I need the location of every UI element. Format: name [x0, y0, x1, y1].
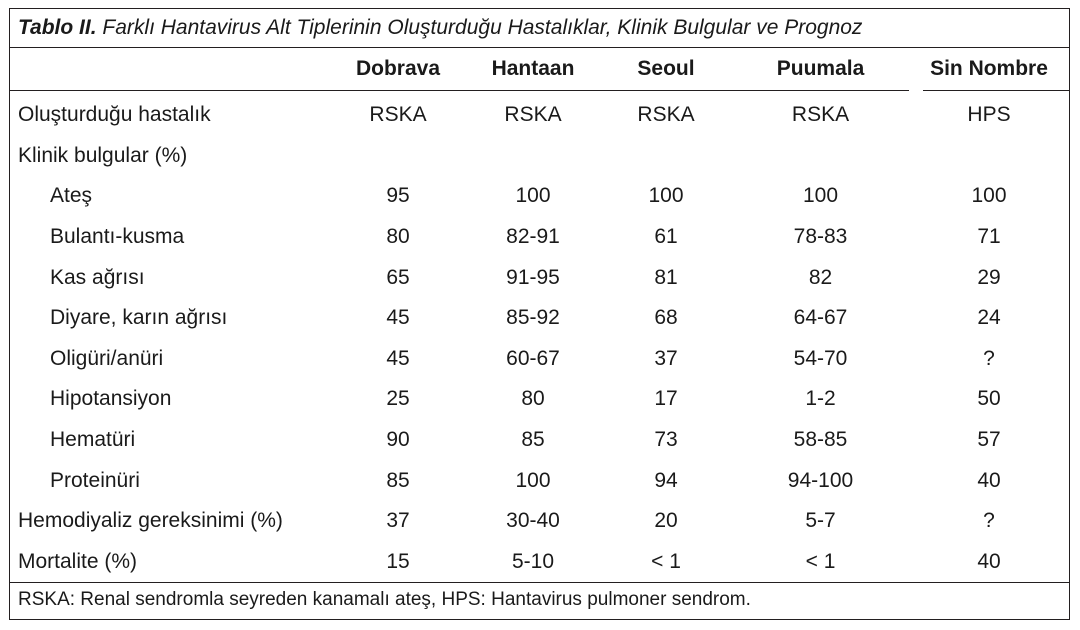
table-cell: 85 — [521, 428, 545, 452]
table-cell: 80 — [521, 387, 545, 411]
table-cell: 15 — [386, 549, 410, 573]
header-hantaan: Hantaan — [491, 57, 575, 80]
table-cell: 81 — [654, 265, 678, 289]
table-cell: 95 — [386, 184, 410, 208]
table-cell: RSKA — [369, 103, 427, 127]
table-cell: RSKA — [504, 103, 562, 127]
table-cell: 94 — [654, 468, 678, 492]
row-label: Hematüri — [50, 428, 136, 452]
table-body — [10, 91, 1069, 583]
table-number: Tablo II. — [18, 16, 97, 39]
table-cell: 90 — [386, 428, 410, 452]
table-cell: 25 — [386, 387, 410, 411]
table-row — [10, 420, 1069, 461]
table-cell: 1-2 — [805, 387, 836, 411]
table-cell: 85-92 — [506, 306, 560, 330]
table-cell: < 1 — [805, 549, 836, 573]
table-cell: 40 — [977, 549, 1001, 573]
table-cell: RSKA — [791, 103, 850, 127]
table-row — [10, 501, 1069, 542]
table-row — [10, 136, 1069, 177]
row-label: Kas ağrısı — [50, 265, 145, 289]
row-label: Oligüri/anüri — [50, 346, 164, 370]
header-sin-nombre — [909, 48, 1069, 91]
row-label: Ateş — [50, 184, 93, 208]
table-cell: 61 — [654, 225, 678, 249]
header-seoul: Seoul — [637, 57, 695, 80]
table-caption — [10, 9, 1069, 48]
table-row — [10, 298, 1069, 339]
table-cell: 20 — [654, 509, 678, 533]
table-cell: 30-40 — [506, 509, 560, 533]
table-cell — [466, 136, 600, 177]
table-row — [10, 379, 1069, 420]
row-label: Diyare, karın ağrısı — [50, 306, 228, 330]
table-cell: 24 — [977, 306, 1001, 330]
row-label: Hipotansiyon — [50, 387, 172, 411]
table-cell: 100 — [802, 184, 839, 208]
header-row — [10, 48, 1069, 91]
table-cell — [732, 136, 909, 177]
table-row — [10, 339, 1069, 380]
table-cell — [600, 136, 732, 177]
table-cell: 82 — [808, 265, 833, 289]
table-cell — [909, 136, 1069, 177]
table-cell: 60-67 — [506, 346, 560, 370]
row-label: Proteinüri — [50, 468, 140, 492]
table-cell: RSKA — [637, 103, 695, 127]
table-cell: 29 — [977, 265, 1001, 289]
table-cell: 91-95 — [506, 265, 560, 289]
table-cell: 71 — [977, 225, 1001, 249]
table-cell: 94-100 — [787, 468, 854, 492]
table-row — [10, 257, 1069, 298]
header-empty — [10, 48, 330, 91]
table-title: Farklı Hantavirus Alt Tiplerinin Oluşturduğu Hastalıklar, Klinik Bulgular ve Prognoz — [96, 16, 863, 39]
table-cell: 54-70 — [793, 346, 848, 370]
table-row — [10, 176, 1069, 217]
table-cell: 40 — [977, 468, 1001, 492]
header-sin-nombre-label: Sin Nombre — [930, 57, 1048, 80]
table-cell: 100 — [648, 184, 684, 208]
table-cell: 100 — [971, 184, 1007, 208]
table-cell: 82-91 — [506, 225, 560, 249]
table-cell: 57 — [977, 428, 1001, 452]
table-cell: ? — [983, 509, 995, 533]
table-cell: 78-83 — [793, 225, 848, 249]
table-cell: 37 — [386, 509, 410, 533]
table-cell: 17 — [654, 387, 678, 411]
table-cell: 58-85 — [793, 428, 848, 452]
table-cell: 100 — [515, 468, 551, 492]
header-puumala: Puumala — [776, 57, 865, 80]
table-cell: 5-10 — [511, 549, 555, 573]
table-cell: 50 — [977, 387, 1001, 411]
row-label: Klinik bulgular (%) — [18, 143, 188, 167]
table-cell: 100 — [515, 184, 551, 208]
table-row — [10, 542, 1069, 583]
row-label: Hemodiyaliz gereksinimi (%) — [18, 509, 283, 533]
table-cell: 80 — [386, 225, 410, 249]
table-cell: HPS — [967, 103, 1011, 127]
table-cell: < 1 — [651, 549, 681, 573]
header-dobrava: Dobrava — [355, 57, 441, 80]
table-row — [10, 91, 1069, 136]
row-label: Mortalite (%) — [18, 549, 138, 573]
table-cell: 73 — [654, 428, 678, 452]
hantavirus-table — [10, 48, 1069, 582]
table-cell: ? — [983, 346, 995, 370]
table-row — [10, 217, 1069, 258]
table-frame — [9, 8, 1070, 620]
table-cell — [330, 136, 466, 177]
table-footnote: RSKA: Renal sendromla seyreden kanamalı ateş, HPS: Hantavirus pulmoner sendrom. — [10, 582, 1069, 619]
table-cell: 45 — [386, 346, 410, 370]
table-cell: 85 — [386, 468, 410, 492]
table-cell: 37 — [654, 346, 678, 370]
table-row — [10, 460, 1069, 501]
table-cell: 68 — [654, 306, 678, 330]
table-cell: 45 — [386, 306, 410, 330]
table-cell: 5-7 — [805, 509, 836, 533]
table-cell: 64-67 — [793, 306, 848, 330]
row-label: Oluşturduğu hastalık — [18, 103, 211, 127]
row-label: Bulantı-kusma — [50, 225, 185, 249]
table-cell: 65 — [386, 265, 410, 289]
